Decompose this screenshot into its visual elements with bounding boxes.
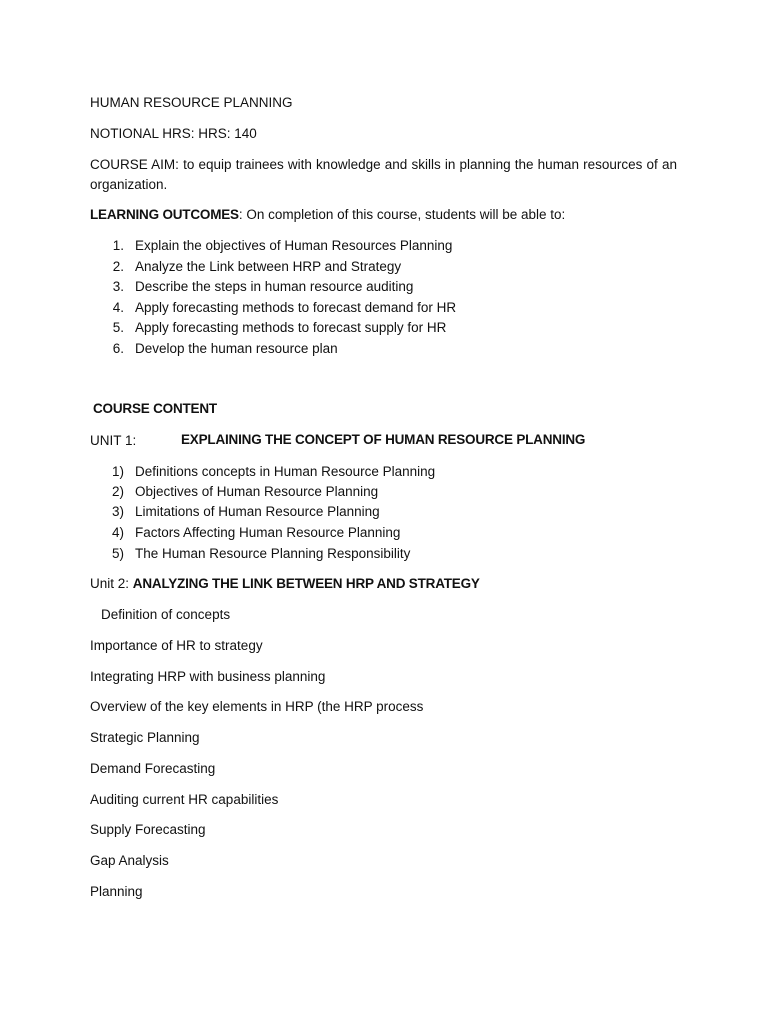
unit-2-item: Integrating HRP with business planning [90, 669, 326, 684]
list-item-text: Definitions concepts in Human Resource Planning [135, 464, 436, 479]
course-aim: COURSE AIM: to equip trainees with knowledge and skills in planning the human resources of an organization. [90, 157, 677, 192]
list-marker: 3. [112, 279, 124, 294]
unit-2-item: Auditing current HR capabilities [90, 792, 279, 807]
unit-2-label: Unit 2: [90, 576, 130, 591]
list-item-text: Apply forecasting methods to forecast supply for HR [135, 320, 447, 335]
list-item-text: Analyze the Link between HRP and Strategy [135, 259, 402, 274]
unit-2-heading [90, 575, 480, 593]
list-marker: 1. [112, 238, 124, 253]
list-marker: 3) [111, 504, 124, 519]
list-marker: 5. [112, 320, 124, 335]
notional-hours: NOTIONAL HRS: HRS: 140 [90, 126, 257, 141]
list-item-text: Explain the objectives of Human Resources Planning [135, 238, 453, 253]
unit-2-item: Definition of concepts [101, 607, 231, 622]
list-marker: 1) [111, 464, 124, 479]
unit-2-item: Strategic Planning [90, 730, 200, 745]
course-content-heading: COURSE CONTENT [93, 401, 217, 416]
list-item-text: The Human Resource Planning Responsibility [135, 546, 411, 561]
list-marker: 4. [112, 300, 124, 315]
list-marker: 6. [112, 341, 124, 356]
unit-2-item: Importance of HR to strategy [90, 638, 263, 653]
unit-2-item: Demand Forecasting [90, 761, 216, 776]
unit-2-item: Supply Forecasting [90, 822, 206, 837]
list-item-text: Objectives of Human Resource Planning [135, 484, 379, 499]
list-marker: 5) [111, 546, 124, 561]
unit-2-item: Planning [90, 884, 143, 899]
unit-1-title: EXPLAINING THE CONCEPT OF HUMAN RESOURCE PLANNING [181, 432, 586, 447]
list-marker: 2. [112, 259, 124, 274]
unit-2-title: ANALYZING THE LINK BETWEEN HRP AND STRATEGY [132, 576, 480, 591]
learning-outcomes-line [90, 206, 565, 224]
unit-2-item: Overview of the key elements in HRP (the HRP process [90, 699, 424, 714]
learning-outcomes-label: LEARNING OUTCOMES [90, 207, 239, 222]
list-item-text: Describe the steps in human resource auditing [135, 279, 414, 294]
list-marker: 4) [111, 525, 124, 540]
list-item-text: Develop the human resource plan [135, 341, 338, 356]
list-item-text: Limitations of Human Resource Planning [135, 504, 380, 519]
learning-outcomes-intro: : On completion of this course, students will be able to: [238, 207, 566, 222]
list-marker: 2) [111, 484, 124, 499]
unit-1-label: UNIT 1: [90, 433, 137, 448]
document-title: HUMAN RESOURCE PLANNING [90, 95, 293, 110]
unit-1-heading [90, 432, 136, 450]
unit-2-item: Gap Analysis [90, 853, 169, 868]
list-item-text: Factors Affecting Human Resource Planning [135, 525, 401, 540]
list-item-text: Apply forecasting methods to forecast demand for HR [135, 300, 457, 315]
